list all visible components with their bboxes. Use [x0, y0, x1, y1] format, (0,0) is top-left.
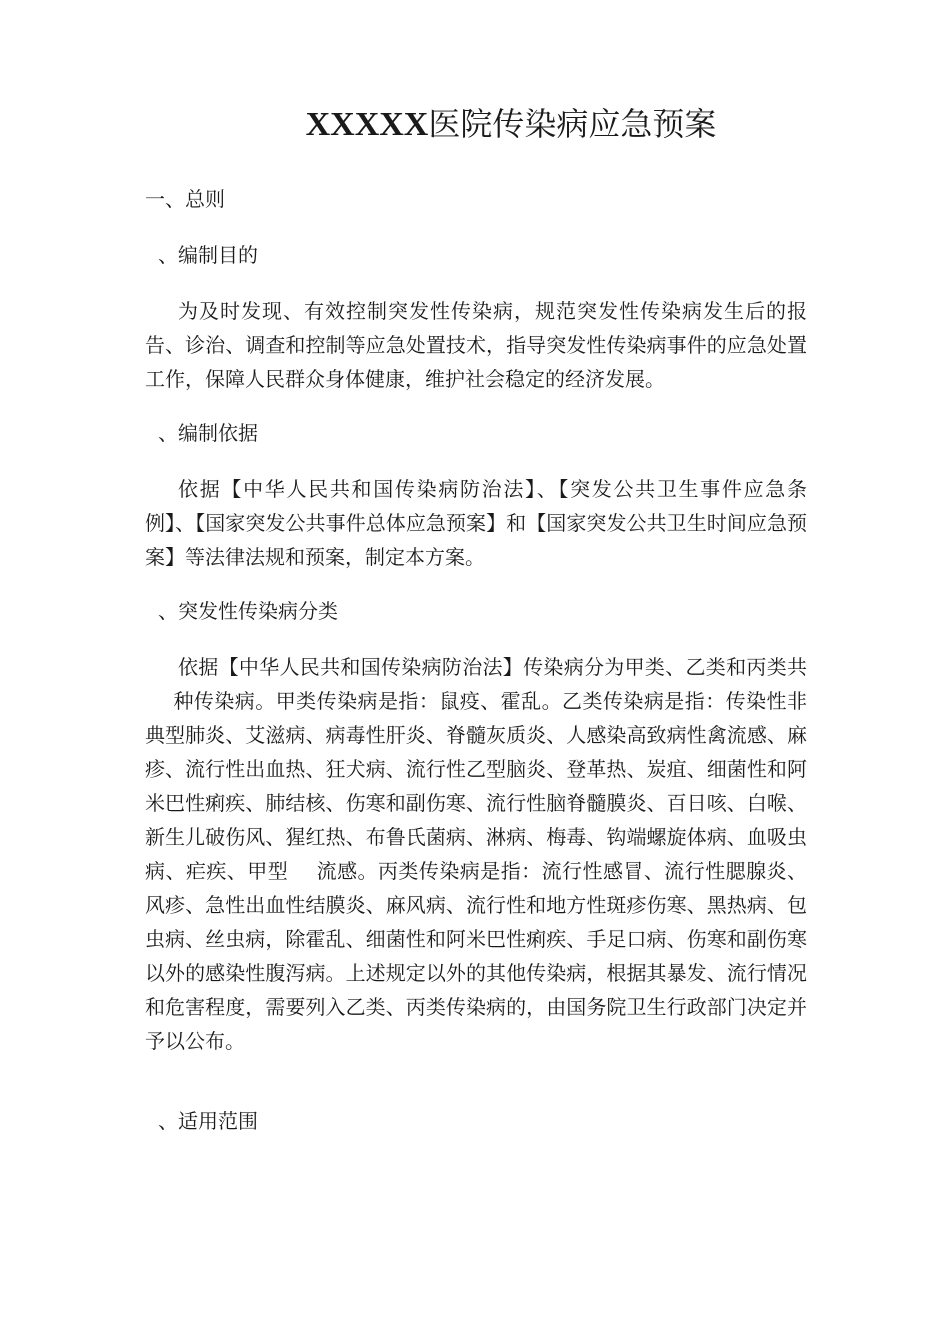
- section-heading-classification: 、突发性传染病分类: [158, 599, 338, 623]
- classification-text-part-2: 种传染病。甲类传染病是指：鼠疫、霍乱。乙类传染病是指：传染性非典型肺炎、艾滋病、病毒性肝炎、脊髓灰质炎、人感染高致病性禽流感、麻疹、流行性出血热、狂犬病、流行性乙型脑炎、登革热、炭疽、细菌性和阿米巴性痢疾、肺结核、伤寒和副伤寒、流行性脑脊髓膜炎、百日咳、白喉、新生儿破伤风、猩红热、布鲁氏菌病、淋病、梅毒、钩端螺旋体病、血吸虫病、疟疾、甲型: [145, 689, 807, 883]
- section-heading-purpose: 、编制目的: [158, 243, 258, 267]
- document-title-text: 医院传染病应急预案: [428, 105, 717, 143]
- paragraph-classification: [145, 650, 807, 1058]
- document-title: [0, 100, 950, 149]
- paragraph-purpose: 为及时发现、有效控制突发性传染病，规范突发性传染病发生后的报告、诊治、调查和控制等应急处置技术，指导突发性传染病事件的应急处置工作，保障人民群众身体健康，维护社会稳定的经济发展。: [145, 299, 807, 391]
- classification-text-part-1: 依据【中华人民共和国传染病防治法】传染病分为甲类、乙类和丙类共: [178, 655, 807, 679]
- section-heading-scope: 、适用范围: [158, 1109, 258, 1133]
- classification-text-part-3: 流感。丙类传染病是指：流行性感冒、流行性腮腺炎、风疹、急性出血性结膜炎、麻风病、流行性和地方性斑疹伤寒、黑热病、包虫病、丝虫病，除霍乱、细菌性和阿米巴性痢疾、手足口病、伤寒和副伤寒以外的感染性腹泻病。上述规定以外的其他传染病，根据其暴发、流行情况和危害程度，需要列入乙类、丙类传染病的，由国务院卫生行政部门决定并予以公布。: [145, 859, 808, 1053]
- document-title-code: XXXXX: [305, 106, 429, 143]
- section-heading-general: 一、总则: [145, 187, 225, 211]
- section-heading-basis: 、编制依据: [158, 421, 258, 445]
- paragraph-basis: 依据【中华人民共和国传染病防治法】、【突发公共卫生事件应急条例】、【国家突发公共事件总体应急预案】和【国家突发公共卫生时间应急预案】等法律法规和预案，制定本方案。: [145, 477, 807, 569]
